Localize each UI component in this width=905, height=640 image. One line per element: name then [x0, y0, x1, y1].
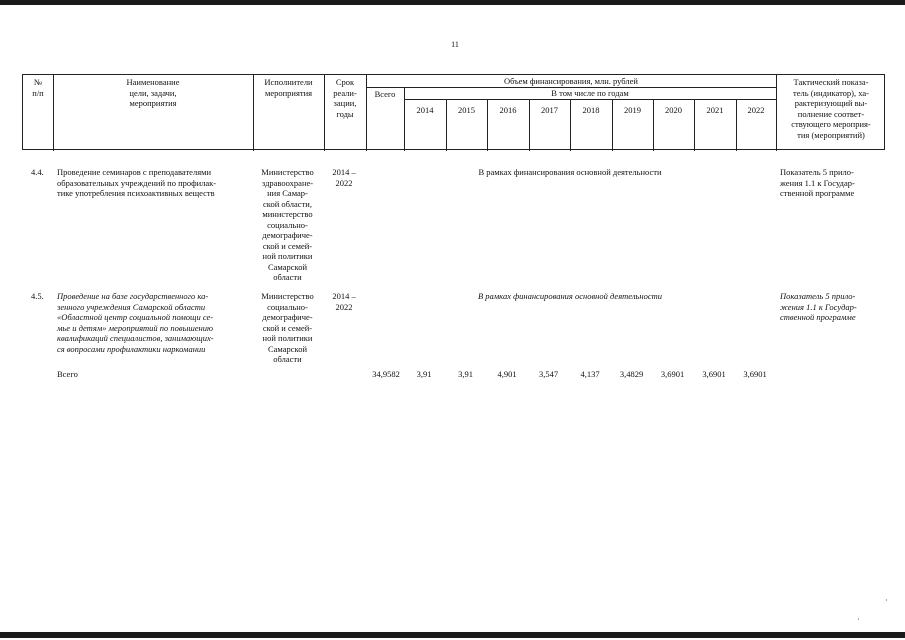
row-term: 2014 – 2022 — [332, 167, 356, 188]
header-year: 2017 — [541, 105, 558, 115]
row-funding-note: В рамках финансирования основной деятельности — [477, 291, 663, 301]
total-label: Всего — [57, 369, 78, 379]
header-year: 2022 — [747, 105, 765, 115]
table-header — [22, 74, 885, 150]
total-year-value: 3,547 — [538, 369, 559, 379]
total-year-value: 3,4829 — [619, 369, 644, 379]
header-year: 2018 — [582, 105, 600, 115]
header-year: 2016 — [499, 105, 517, 115]
header-name: Наименование цели, задачи, мероприятия — [126, 77, 180, 108]
row-executor: Министерство здравоохране- ния Самар- ской области, министерство социально- демографиче- ской и семей- ной политики Самарской области — [261, 167, 314, 282]
row-indicator: Показатель 5 прило- жения 1.1 к Государ- ственной программе — [780, 167, 855, 198]
header-total: Всего — [374, 89, 396, 99]
row-divider — [404, 99, 776, 100]
total-year-value: 3,6901 — [702, 369, 726, 379]
total-year-value: 4,901 — [497, 369, 517, 379]
total-year-value: 4,137 — [580, 369, 600, 379]
page-number: 11 — [451, 40, 459, 49]
header-funding: Объем финансирования, млн. рублей — [504, 76, 638, 86]
header-year: 2021 — [706, 105, 724, 115]
total-value: 34,9582 — [372, 369, 400, 379]
header-num: № п/п — [32, 77, 44, 98]
total-year-value: 3,91 — [416, 369, 432, 379]
row-number: 4.5. — [31, 291, 44, 301]
header-year: 2019 — [624, 105, 641, 115]
header-year: 2020 — [665, 105, 682, 115]
scan-speck: · — [857, 615, 860, 624]
header-indicator: Тактический показа- тель (индикатор), ха- рактеризующий вы- полнение соответ- ствующего мероприя- тия (мероприятий) — [791, 77, 871, 140]
total-year-value: 3,91 — [458, 369, 473, 379]
scan-speck: · — [885, 596, 888, 605]
top-border — [0, 0, 905, 5]
bottom-border — [0, 632, 905, 638]
header-term: Срок реали- зации, годы — [333, 77, 357, 119]
row-term: 2014 – 2022 — [332, 291, 356, 312]
header-executors: Исполнители мероприятия — [264, 77, 313, 98]
row-name: Проведение на базе государственного ка- зенного учреждения Самарской области «Областной центр социальной помощи се- мье и детям» мероприятий по повышению квалификаций специалистов, занимающих- ся вопросами профилактики наркомании — [57, 291, 214, 354]
header-year: 2015 — [458, 105, 475, 115]
header-by-years: В том числе по годам — [551, 88, 629, 98]
row-indicator: Показатель 5 прило- жения 1.1 к Государ- ственной программе — [780, 291, 857, 322]
row-executor: Министерство социально- демографиче- ской и семей- ной политики Самарской области — [261, 291, 314, 364]
row-number: 4.4. — [31, 167, 44, 177]
row-funding-note: В рамках финансирования основной деятельности — [478, 167, 662, 177]
row-name: Проведение семинаров с преподавателями образовательных учреждений по профилак- тике употребления психоактивных веществ — [57, 167, 217, 198]
header-year: 2014 — [416, 105, 434, 115]
total-year-value: 3,6901 — [743, 369, 767, 379]
total-year-value: 3,6901 — [660, 369, 685, 379]
